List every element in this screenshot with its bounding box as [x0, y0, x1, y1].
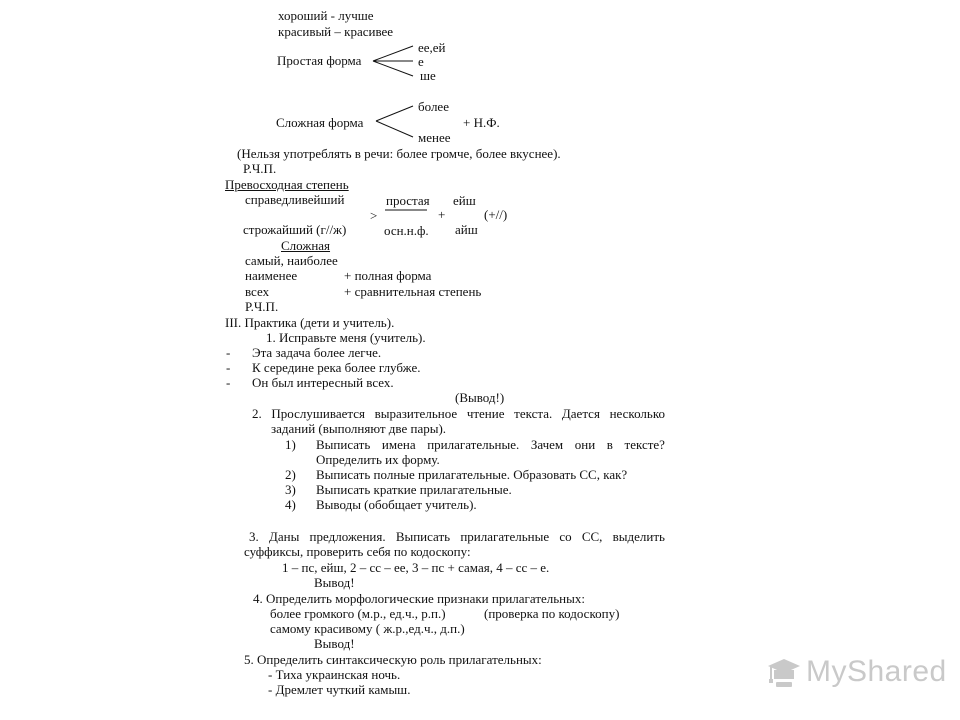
greater-sign: >: [370, 208, 378, 223]
task-5: 5. Определить синтаксическую роль прилагательных:: [244, 652, 542, 667]
complex-line-1: самый, наиболее: [245, 253, 338, 268]
plus-sign: +: [438, 207, 446, 222]
subtask-1-number: 1): [285, 437, 296, 452]
prostaya-label: простая: [386, 193, 430, 208]
subtask-4-text: Выводы (обобщает учитель).: [316, 497, 477, 512]
complex-heading: Сложная: [281, 238, 331, 253]
task-5-example-2: - Дремлет чуткий камыш.: [268, 682, 411, 697]
complex-branch-upper: [376, 106, 413, 121]
error-sentence-3: Он был интересный всех.: [252, 375, 394, 390]
example-good-better: хороший - лучше: [278, 8, 374, 23]
note-line: (Нельзя употреблять в речи: более громче, более вкуснее).: [237, 146, 561, 161]
task-3-line-2: суффиксы, проверить себя по кодоскопу:: [244, 544, 471, 559]
subtask-3-text: Выписать краткие прилагательные.: [316, 482, 512, 497]
rchp-2: Р.Ч.П.: [245, 299, 279, 314]
complex-form-label: Сложная форма: [276, 115, 364, 130]
stem-label: осн.н.ф.: [384, 223, 429, 238]
subtask-1-continuation: Определить их форму.: [316, 452, 440, 467]
complex-option-1: более: [418, 99, 449, 114]
task-3-key: 1 – пс, ейш, 2 – сс – ее, 3 – пс + самая, 4 – сс – е.: [282, 560, 550, 575]
task-5-example-1: - Тиха украинская ночь.: [268, 667, 401, 682]
complex-line-2-right: + полная форма: [344, 268, 432, 283]
subtask-2-text: Выписать полные прилагательные. Образовать СС, как?: [316, 467, 628, 482]
subtask-1-text: Выписать имена прилагательные. Зачем они в тексте?: [316, 437, 665, 452]
simple-option-2: е: [418, 54, 424, 69]
error-sentence-2: К середине река более глубже.: [252, 360, 421, 375]
error-dash-1: -: [226, 345, 231, 360]
complex-line-3-left: всех: [245, 284, 270, 299]
mortarboard-icon: [766, 655, 802, 689]
complex-line-3-right: + сравнительная степень: [344, 284, 482, 299]
task-2-line-2: заданий (выполняют две пары).: [271, 421, 447, 436]
task-4: 4. Определить морфологические признаки прилагательных:: [253, 591, 585, 606]
task-3-line-1: 3. Даны предложения. Выписать прилагательные со СС, выделить: [249, 529, 665, 544]
subtask-2-number: 2): [285, 467, 296, 482]
complex-line-2-left: наименее: [245, 268, 298, 283]
error-sentence-1: Эта задача более легче.: [252, 345, 382, 360]
watermark: [766, 655, 947, 689]
superlative-heading: Превосходная степень: [225, 177, 349, 192]
complex-branch-lower: [376, 121, 413, 137]
simple-branch-lower: [373, 61, 413, 76]
example-beautiful: красивый – красивее: [278, 24, 394, 39]
error-dash-2: -: [226, 360, 231, 375]
task-2-line-1: 2. Прослушивается выразительное чтение текста. Дается несколько: [252, 406, 665, 421]
task-4-check: (проверка по кодоскопу): [484, 606, 620, 621]
rchp-1: Р.Ч.П.: [243, 161, 277, 176]
suffix-aysh: айш: [455, 222, 478, 237]
example-just: справедливейший: [245, 192, 345, 207]
task-1: 1. Исправьте меня (учитель).: [266, 330, 426, 345]
task-4-example-1: более громкого (м.р., ед.ч., р.п.): [270, 606, 446, 621]
watermark-text: MyShared: [806, 655, 947, 688]
complex-option-2: менее: [418, 130, 451, 145]
error-dash-3: -: [226, 375, 231, 390]
task-4-example-2: самому красивому ( ж.р.,ед.ч., д.п.): [270, 621, 465, 636]
complex-plus-nf: + Н.Ф.: [463, 115, 500, 130]
conclusion-3: Вывод!: [314, 636, 355, 651]
practice-heading: III. Практика (дети и учитель).: [225, 315, 395, 330]
simple-option-3: ше: [420, 68, 436, 83]
subtask-3-number: 3): [285, 482, 296, 497]
conclusion-2: Вывод!: [314, 575, 355, 590]
suffix-eysh: ейш: [453, 193, 476, 208]
conclusion-1: (Вывод!): [455, 390, 505, 405]
simple-form-label: Простая форма: [277, 53, 362, 68]
example-strict: строжайший (г//ж): [243, 222, 347, 237]
subtask-4-number: 4): [285, 497, 296, 512]
simple-branch-upper: [373, 46, 413, 61]
alternation-mark: (+//): [484, 207, 508, 222]
simple-option-1: ее,ей: [418, 40, 446, 55]
